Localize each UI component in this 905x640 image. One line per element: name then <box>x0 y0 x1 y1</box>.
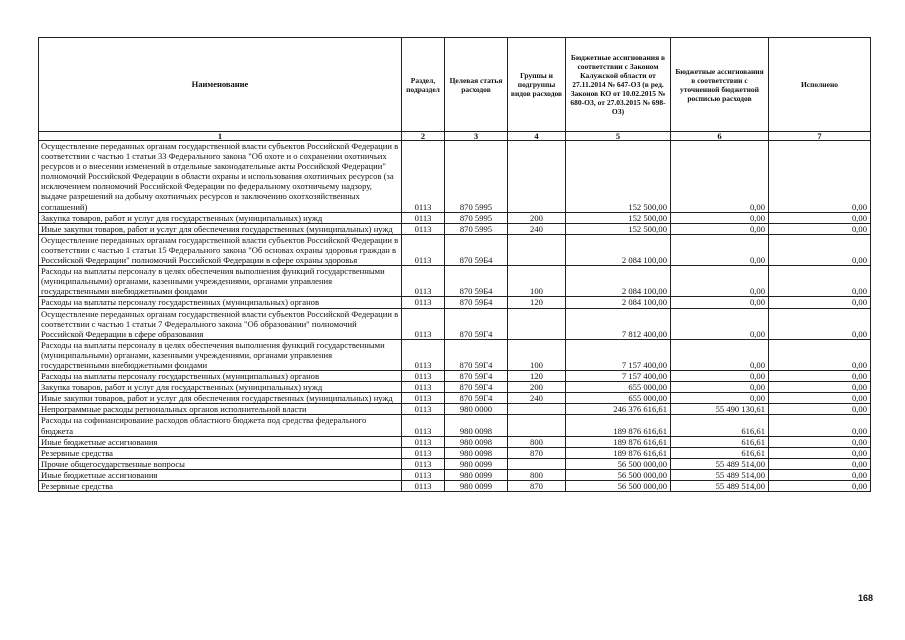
row-budget-cell: 7 157 400,00 <box>566 339 671 370</box>
row-target-cell: 980 0099 <box>445 481 508 492</box>
row-executed-cell: 0,00 <box>769 382 871 393</box>
row-section-cell: 0113 <box>402 469 445 480</box>
row-executed-cell: 0,00 <box>769 212 871 223</box>
header-row <box>39 38 871 132</box>
row-name-cell: Иные бюджетные ассигнования <box>39 436 402 447</box>
budget-report-sheet <box>38 37 870 492</box>
row-budget-cell: 655 000,00 <box>566 382 671 393</box>
row-target-cell: 870 5995 <box>445 212 508 223</box>
row-budget-cell: 152 500,00 <box>566 223 671 234</box>
row-group-cell: 200 <box>508 382 566 393</box>
row-refined-cell: 0,00 <box>671 234 769 265</box>
row-target-cell: 870 59Г4 <box>445 339 508 370</box>
table-row <box>39 393 871 404</box>
row-refined-cell: 55 490 130,61 <box>671 404 769 415</box>
header-groups: Группы и подгруппы видов расходов <box>508 38 566 132</box>
row-executed-cell: 0,00 <box>769 297 871 308</box>
row-budget-cell: 189 876 616,61 <box>566 436 671 447</box>
row-name-cell: Закупка товаров, работ и услуг для государственных (муниципальных) нужд <box>39 212 402 223</box>
table-row <box>39 234 871 265</box>
table-row <box>39 308 871 339</box>
row-section-cell: 0113 <box>402 212 445 223</box>
row-executed-cell: 0,00 <box>769 371 871 382</box>
row-name-cell: Расходы на выплаты персоналу в целях обеспечения выполнения функций государственными (муниципальными) органами, казенными учреждениями, органами управления государственными внебюджетными фондами <box>39 266 402 297</box>
row-refined-cell: 0,00 <box>671 297 769 308</box>
row-section-cell: 0113 <box>402 223 445 234</box>
row-section-cell: 0113 <box>402 234 445 265</box>
table-row <box>39 447 871 458</box>
table-row <box>39 371 871 382</box>
row-refined-cell: 0,00 <box>671 212 769 223</box>
column-number: 6 <box>671 132 769 141</box>
table-row <box>39 297 871 308</box>
row-target-cell: 870 59Б4 <box>445 266 508 297</box>
row-refined-cell: 0,00 <box>671 393 769 404</box>
table-row <box>39 382 871 393</box>
row-target-cell: 870 59Г4 <box>445 371 508 382</box>
row-name-cell: Осуществление переданных органам государственной власти субъектов Российской Федерации в соответствии с частью 1 статьи 7 Федерального закона "Об образовании" полномочий Российской Федерации в сфере образования <box>39 308 402 339</box>
row-target-cell: 980 0099 <box>445 469 508 480</box>
row-name-cell: Осуществление переданных органам государственной власти субъектов Российской Федерации в соответствии с частью 1 статьи 15 Федерального закона "Об основах охраны здоровья граждан в Российской Федерации" полномочий Российской Федерации в сфере охраны здоровья <box>39 234 402 265</box>
row-section-cell: 0113 <box>402 141 445 213</box>
row-executed-cell: 0,00 <box>769 223 871 234</box>
row-group-cell: 120 <box>508 371 566 382</box>
row-refined-cell: 0,00 <box>671 141 769 213</box>
row-group-cell: 100 <box>508 266 566 297</box>
column-number: 4 <box>508 132 566 141</box>
row-name-cell: Расходы на выплаты персоналу в целях обеспечения выполнения функций государственными (муниципальными) органами, казенными учреждениями, органами управления государственными внебюджетными фондами <box>39 339 402 370</box>
row-budget-cell: 189 876 616,61 <box>566 415 671 436</box>
row-executed-cell: 0,00 <box>769 436 871 447</box>
row-target-cell: 980 0098 <box>445 436 508 447</box>
table-row <box>39 141 871 213</box>
table-row <box>39 469 871 480</box>
row-executed-cell: 0,00 <box>769 339 871 370</box>
header-section: Раздел, подраздел <box>402 38 445 132</box>
row-target-cell: 980 0000 <box>445 404 508 415</box>
row-name-cell: Иные бюджетные ассигнования <box>39 469 402 480</box>
row-executed-cell: 0,00 <box>769 469 871 480</box>
row-budget-cell: 2 084 100,00 <box>566 234 671 265</box>
table-row <box>39 223 871 234</box>
row-name-cell: Осуществление переданных органам государственной власти субъектов Российской Федерации в соответствии с частью 1 статьи 33 Федерального закона "Об охоте и о сохранении охотничьих ресурсов и о внесении изменений в отдельные законодательные акты Российской Федерации" полномочий Российской Федерации в области охраны и использования охотничьих ресурсов (за исключением полномочий Российской Федерации по федеральному охотничьему надзору, выдаче разрешений на добычу охотничьих ресурсов и заключению охотхозяйственных соглашений) <box>39 141 402 213</box>
row-section-cell: 0113 <box>402 297 445 308</box>
row-budget-cell: 152 500,00 <box>566 141 671 213</box>
row-name-cell: Закупка товаров, работ и услуг для государственных (муниципальных) нужд <box>39 382 402 393</box>
table-row <box>39 212 871 223</box>
row-executed-cell: 0,00 <box>769 447 871 458</box>
page-number: 168 <box>858 593 874 603</box>
row-target-cell: 980 0098 <box>445 447 508 458</box>
row-name-cell: Расходы на выплаты персоналу государственных (муниципальных) органов <box>39 297 402 308</box>
column-number: 5 <box>566 132 671 141</box>
row-budget-cell: 246 376 616,61 <box>566 404 671 415</box>
row-name-cell: Расходы на выплаты персоналу государственных (муниципальных) органов <box>39 371 402 382</box>
row-refined-cell: 55 489 514,00 <box>671 469 769 480</box>
row-group-cell <box>508 404 566 415</box>
row-group-cell: 870 <box>508 447 566 458</box>
row-target-cell: 870 59Б4 <box>445 297 508 308</box>
table-row <box>39 436 871 447</box>
row-refined-cell: 55 489 514,00 <box>671 458 769 469</box>
table-row <box>39 481 871 492</box>
table-row <box>39 458 871 469</box>
row-refined-cell: 616,61 <box>671 415 769 436</box>
row-executed-cell: 0,00 <box>769 308 871 339</box>
row-budget-cell: 2 084 100,00 <box>566 266 671 297</box>
header-refined: Бюджетные ассигнования в соответствии с уточненной бюджетной росписью расходов <box>671 38 769 132</box>
row-budget-cell: 152 500,00 <box>566 212 671 223</box>
row-executed-cell: 0,00 <box>769 393 871 404</box>
row-target-cell: 870 59Г4 <box>445 382 508 393</box>
row-budget-cell: 7 157 400,00 <box>566 371 671 382</box>
row-name-cell: Резервные средства <box>39 447 402 458</box>
column-numbers-row <box>39 132 871 141</box>
row-refined-cell: 0,00 <box>671 371 769 382</box>
row-refined-cell: 0,00 <box>671 223 769 234</box>
row-budget-cell: 2 084 100,00 <box>566 297 671 308</box>
row-section-cell: 0113 <box>402 266 445 297</box>
row-executed-cell: 0,00 <box>769 141 871 213</box>
table-row <box>39 404 871 415</box>
budget-table <box>38 37 871 492</box>
row-budget-cell: 56 500 000,00 <box>566 458 671 469</box>
row-section-cell: 0113 <box>402 404 445 415</box>
row-refined-cell: 0,00 <box>671 266 769 297</box>
row-executed-cell: 0,00 <box>769 404 871 415</box>
row-name-cell: Иные закупки товаров, работ и услуг для обеспечения государственных (муниципальных) нужд <box>39 223 402 234</box>
row-name-cell: Резервные средства <box>39 481 402 492</box>
row-refined-cell: 0,00 <box>671 339 769 370</box>
row-refined-cell: 0,00 <box>671 308 769 339</box>
row-target-cell: 870 59Г4 <box>445 308 508 339</box>
row-section-cell: 0113 <box>402 339 445 370</box>
row-group-cell <box>508 234 566 265</box>
header-executed: Исполнено <box>769 38 871 132</box>
row-executed-cell: 0,00 <box>769 481 871 492</box>
row-executed-cell: 0,00 <box>769 234 871 265</box>
header-budget: Бюджетные ассигнования в соответствии с Законом Калужской области от 27.11.2014 № 647-ОЗ (в ред. Законов КО от 10.02.2015 № 680-ОЗ, от 27.03.2015 № 698-ОЗ) <box>566 38 671 132</box>
row-group-cell <box>508 458 566 469</box>
row-name-cell: Расходы на софинансирование расходов областного бюджета под средства федерального бюджета <box>39 415 402 436</box>
row-budget-cell: 189 876 616,61 <box>566 447 671 458</box>
row-group-cell: 870 <box>508 481 566 492</box>
table-row <box>39 339 871 370</box>
column-number: 2 <box>402 132 445 141</box>
column-number: 3 <box>445 132 508 141</box>
header-target: Целевая статья расходов <box>445 38 508 132</box>
row-target-cell: 870 59Б4 <box>445 234 508 265</box>
row-target-cell: 980 0099 <box>445 458 508 469</box>
row-refined-cell: 0,00 <box>671 382 769 393</box>
row-refined-cell: 616,61 <box>671 436 769 447</box>
row-section-cell: 0113 <box>402 415 445 436</box>
row-group-cell <box>508 308 566 339</box>
row-name-cell: Прочие общегосударственные вопросы <box>39 458 402 469</box>
row-group-cell <box>508 141 566 213</box>
row-executed-cell: 0,00 <box>769 458 871 469</box>
row-budget-cell: 7 812 400,00 <box>566 308 671 339</box>
row-target-cell: 870 59Г4 <box>445 393 508 404</box>
table-row <box>39 415 871 436</box>
row-refined-cell: 616,61 <box>671 447 769 458</box>
row-group-cell: 100 <box>508 339 566 370</box>
row-refined-cell: 55 489 514,00 <box>671 481 769 492</box>
row-section-cell: 0113 <box>402 436 445 447</box>
row-budget-cell: 56 500 000,00 <box>566 469 671 480</box>
row-section-cell: 0113 <box>402 382 445 393</box>
row-group-cell: 800 <box>508 469 566 480</box>
row-group-cell: 800 <box>508 436 566 447</box>
column-number: 1 <box>39 132 402 141</box>
row-executed-cell: 0,00 <box>769 266 871 297</box>
row-group-cell: 240 <box>508 223 566 234</box>
column-number: 7 <box>769 132 871 141</box>
row-group-cell: 120 <box>508 297 566 308</box>
row-target-cell: 870 5995 <box>445 223 508 234</box>
row-name-cell: Непрограммные расходы региональных органов исполнительной власти <box>39 404 402 415</box>
row-section-cell: 0113 <box>402 308 445 339</box>
table-row <box>39 266 871 297</box>
row-executed-cell: 0,00 <box>769 415 871 436</box>
table-body <box>39 141 871 492</box>
row-group-cell: 240 <box>508 393 566 404</box>
row-budget-cell: 655 000,00 <box>566 393 671 404</box>
row-target-cell: 980 0098 <box>445 415 508 436</box>
row-section-cell: 0113 <box>402 458 445 469</box>
row-section-cell: 0113 <box>402 393 445 404</box>
row-section-cell: 0113 <box>402 371 445 382</box>
row-group-cell <box>508 415 566 436</box>
row-section-cell: 0113 <box>402 447 445 458</box>
row-group-cell: 200 <box>508 212 566 223</box>
row-name-cell: Иные закупки товаров, работ и услуг для обеспечения государственных (муниципальных) нужд <box>39 393 402 404</box>
header-name: Наименование <box>39 38 402 132</box>
row-budget-cell: 56 500 000,00 <box>566 481 671 492</box>
row-target-cell: 870 5995 <box>445 141 508 213</box>
row-section-cell: 0113 <box>402 481 445 492</box>
